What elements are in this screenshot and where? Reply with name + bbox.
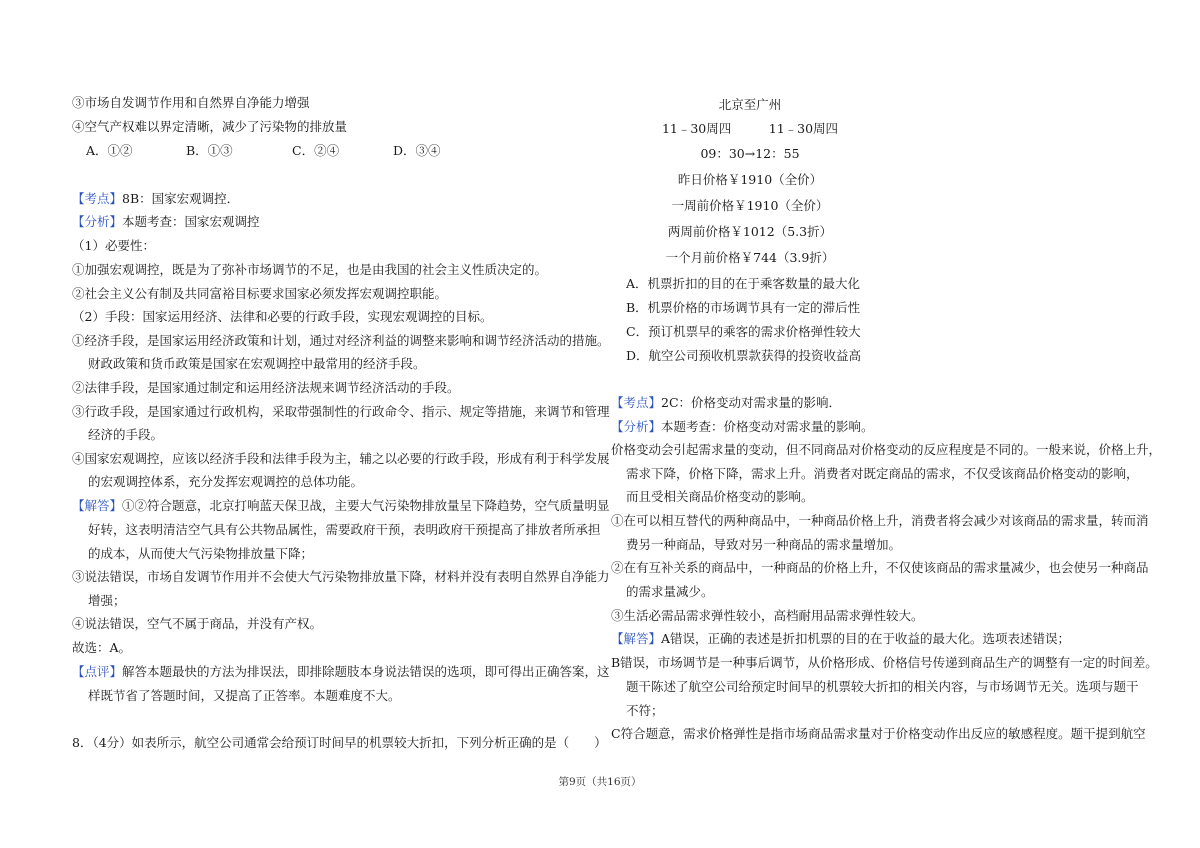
analysis-line: ②社会主义公有制及共同富裕目标要求国家必须发挥宏观调控职能。 [72, 286, 448, 301]
option-line-4: ④空气产权难以界定清晰，减少了污染物的排放量 [72, 119, 348, 134]
option-d: D．③④ [393, 143, 441, 158]
ticket-price-1: 昨日价格￥1910（全价） [677, 172, 823, 187]
kaodian-text: 2C：价格变动对需求量的影响． [661, 395, 842, 410]
option-c: C．②④ [292, 143, 340, 158]
jieda-line: 题干陈述了航空公司给预定时间早的机票较大折扣的相关内容，与市场调节无关。选项与题干 [626, 679, 1139, 694]
question-8: 8．（4分）如表所示，航空公司通常会给预订时间早的机票较大折扣，下列分析正确的是（ ） [72, 735, 607, 750]
choice-b: B．机票价格的市场调节具有一定的滞后性 [626, 300, 861, 315]
dianping-line: 样既节省了答题时间，又提高了正答率。本题难度不大。 [88, 688, 401, 703]
analysis-line: （2）手段：国家运用经济、法律和必要的行政手段，实现宏观调控的目标。 [72, 309, 493, 324]
analysis-line: ③生活必需品需求弹性较小，高档耐用品需求弹性较大。 [611, 608, 924, 623]
fenxi-text: 本题考查：国家宏观调控 [122, 214, 260, 229]
option-line-3: ③市场自发调节作用和自然界自净能力增强 [72, 95, 310, 110]
analysis-line: ①加强宏观调控，既是为了弥补市场调节的不足，也是由我国的社会主义性质决定的。 [72, 262, 548, 277]
jieda-text: A错误，正确的表述是折扣机票的目的在于收益的最大化。选项表述错误； [661, 631, 1071, 646]
jieda-text: ①②符合题意，北京打响蓝天保卫战，主要大气污染物排放量呈下降趋势，空气质量明显 [122, 498, 610, 513]
jieda-tag: 【解答】 [611, 631, 662, 646]
option-a: A．①② [86, 143, 133, 158]
kaodian-text: 8B：国家宏观调控． [122, 191, 240, 206]
jieda-line: ③说法错误，市场自发调节作用并不会使大气污染物排放量下降，材料并没有表明自然界自净能力 [72, 569, 610, 584]
choice-c: C．预订机票早的乘客的需求价格弹性较大 [626, 324, 861, 339]
analysis-line: 而且受相关商品价格变动的影响。 [626, 489, 814, 504]
analysis-line: 需求下降，价格下降，需求上升。消费者对既定商品的需求，不仅受该商品价格变动的影响， [626, 466, 1139, 481]
choice-d: D．航空公司预收机票款获得的投资收益高 [626, 348, 862, 363]
choice-a: A．机票折扣的目的在于乘客数量的最大化 [626, 276, 861, 291]
fenxi [72, 214, 260, 230]
kaodian [611, 395, 841, 411]
analysis-line: 的需求量减少。 [626, 584, 714, 599]
ticket-date: 11﹣30周四 11﹣30周四 [661, 121, 839, 136]
ticket-route: 北京至广州 [718, 97, 782, 112]
ticket-price-2: 一周前价格￥1910（全价） [671, 198, 829, 213]
analysis-line: 的宏观调控体系，充分发挥宏观调控的总体功能。 [88, 474, 364, 489]
ticket-price-4: 一个月前价格￥744（3.9折） [665, 250, 835, 265]
fenxi [611, 419, 874, 435]
dianping-tag: 【点评】 [72, 664, 123, 679]
kaodian [72, 191, 239, 207]
jieda [611, 631, 1070, 647]
kaodian-tag: 【考点】 [72, 191, 123, 206]
analysis-line: 经济的手段。 [88, 427, 164, 442]
dianping [72, 664, 610, 680]
dianping-text: 解答本题最快的方法为排误法，即排除题肢本身说法错误的选项，即可得出正确答案，这 [122, 664, 610, 679]
fenxi-tag: 【分析】 [611, 419, 662, 434]
analysis-line: ②在有互补关系的商品中，一种商品的价格上升，不仅使该商品的需求量减少，也会使另一种商品 [611, 560, 1149, 575]
ticket-time: 09：30→12：55 [700, 146, 800, 161]
analysis-line: 价格变动会引起需求量的变动，但不同商品对价格变动的反应程度是不同的。一般来说，价格上升， [611, 442, 1162, 457]
jieda-line: 不符； [626, 703, 664, 718]
page-footer: 第9页（共16页） [558, 776, 642, 788]
jieda-line: 的成本，从而使大气污染物排放量下降； [88, 546, 314, 561]
jieda-line: 好转，这表明清洁空气具有公共物品属性，需要政府干预，表明政府干预提高了排放者所承担 [88, 522, 601, 537]
jieda-line: 故选：A。 [72, 640, 132, 655]
jieda [72, 498, 610, 514]
jieda-tag: 【解答】 [72, 498, 123, 513]
analysis-line: ①在可以相互替代的两种商品中，一种商品价格上升，消费者将会减少对该商品的需求量，转而消 [611, 513, 1149, 528]
analysis-line: ④国家宏观调控，应该以经济手段和法律手段为主，辅之以必要的行政手段，形成有利于科学发展 [72, 451, 610, 466]
ticket-price-3: 两周前价格￥1012（5.3折） [667, 224, 833, 239]
analysis-line: 财政政策和货币政策是国家在宏观调控中最常用的经济手段。 [88, 356, 426, 371]
analysis-line: （1）必要性： [72, 238, 155, 253]
option-b: B．①③ [186, 143, 233, 158]
analysis-line: 费另一种商品，导致对另一种商品的需求量增加。 [626, 537, 902, 552]
jieda-line: C符合题意，需求价格弹性是指市场商品需求量对于价格变动作出反应的敏感程度。题干提到航空 [611, 726, 1146, 741]
jieda-line: ④说法错误，空气不属于商品，并没有产权。 [72, 616, 323, 631]
analysis-line: ①经济手段，是国家运用经济政策和计划，通过对经济利益的调整来影响和调节经济活动的措施。 [72, 333, 610, 348]
analysis-line: ②法律手段，是国家通过制定和运用经济法规来调节经济活动的手段。 [72, 380, 460, 395]
kaodian-tag: 【考点】 [611, 395, 662, 410]
jieda-line: B错误，市场调节是一种事后调节，从价格形成、价格信号传递到商品生产的调整有一定的时间差。 [611, 655, 1158, 670]
fenxi-text: 本题考查：价格变动对需求量的影响。 [661, 419, 874, 434]
analysis-line: ③行政手段，是国家通过行政机构，采取带强制性的行政命令、指示、规定等措施，来调节和管理 [72, 404, 610, 419]
jieda-line: 增强； [88, 593, 126, 608]
fenxi-tag: 【分析】 [72, 214, 123, 229]
answer-options [86, 143, 441, 159]
